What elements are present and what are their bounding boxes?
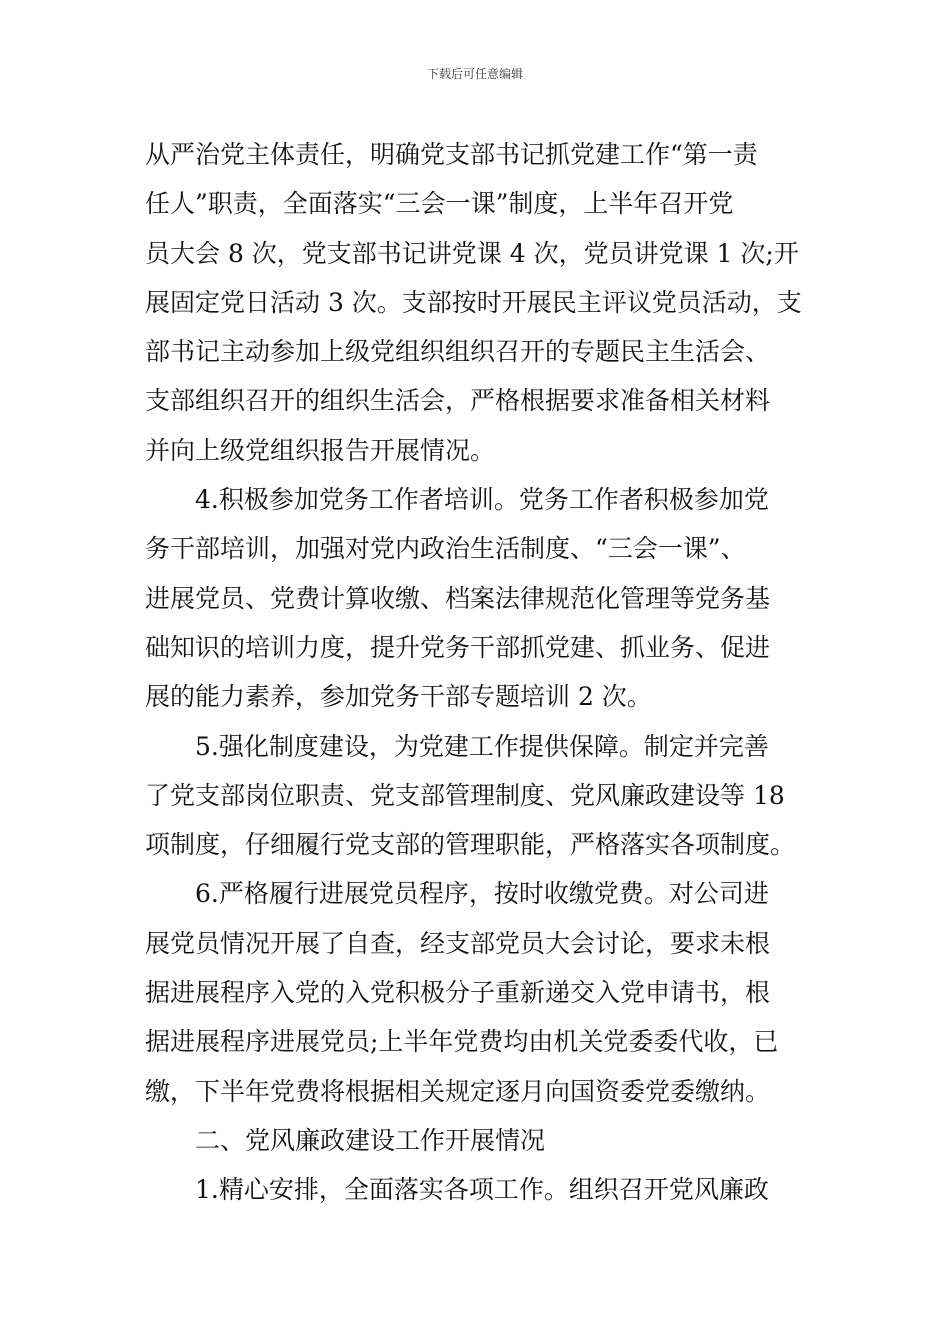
section-heading (145, 1116, 825, 1165)
text-line: 任人”职责，全面落实“三会一课”制度，上半年召开党 (145, 189, 734, 219)
text-line: 础知识的培训力度，提升党务干部抓党建、抓业务、促进 (145, 632, 771, 662)
text-line: 部书记主动参加上级党组织组织召开的专题民主生活会、 (145, 337, 771, 367)
text-line: 展的能力素养，参加党务干部专题培训 2 次。 (145, 682, 652, 712)
text-line: 5.强化制度建设，为党建工作提供保障。制定并完善 (195, 731, 769, 761)
text-line: 从严治党主体责任，明确党支部书记抓党建工作“第一责 (145, 140, 758, 169)
section-heading-text: 二、党风廉政建设工作开展情况 (195, 1125, 546, 1155)
text-line: 据进展程序入党的入党积极分子重新递交入党申请书，根 (145, 978, 771, 1008)
text-line: 员大会 8 次，党支部书记讲党课 4 次，党员讲党课 1 次;开 (145, 238, 799, 268)
text-line: 展党员情况开展了自查，经支部党员大会讨论，要求未根 (145, 928, 771, 958)
paragraph-1 (145, 130, 825, 475)
text-line: 1.精心安排，全面落实各项工作。组织召开党风廉政 (195, 1175, 769, 1205)
text-line: 展固定党日活动 3 次。支部按时开展民主评议党员活动，支 (145, 287, 802, 317)
text-line: 4.积极参加党务工作者培训。党务工作者积极参加党 (195, 485, 769, 515)
paragraph-item-4 (145, 475, 825, 721)
text-line: 6.严格履行进展党员程序，按时收缴党费。对公司进 (195, 879, 769, 909)
text-line: 项制度，仔细履行党支部的管理职能，严格落实各项制度。 (145, 830, 796, 860)
paragraph-subitem-1 (145, 1165, 825, 1214)
text-line: 据进展程序进展党员;上半年党费均由机关党委委代收，已 (145, 1027, 779, 1057)
text-line: 进展党员、党费计算收缴、档案法律规范化管理等党务基 (145, 583, 771, 613)
paragraph-item-6 (145, 869, 825, 1115)
text-line: 缴，下半年党费将根据相关规定逐月向国资委党委缴纳。 (145, 1076, 771, 1106)
text-line: 并向上级党组织报告开展情况。 (145, 435, 496, 465)
text-line: 了党支部岗位职责、党支部管理制度、党风廉政建设等 18 (145, 780, 785, 810)
paragraph-item-5 (145, 722, 825, 870)
text-line: 务干部培训，加强对党内政治生活制度、“三会一课”、 (145, 534, 746, 564)
text-line: 支部组织召开的组织生活会，严格根据要求准备相关材料 (145, 386, 771, 416)
document-body (145, 130, 825, 1215)
page-header: 下载后可任意编辑 (426, 67, 523, 81)
